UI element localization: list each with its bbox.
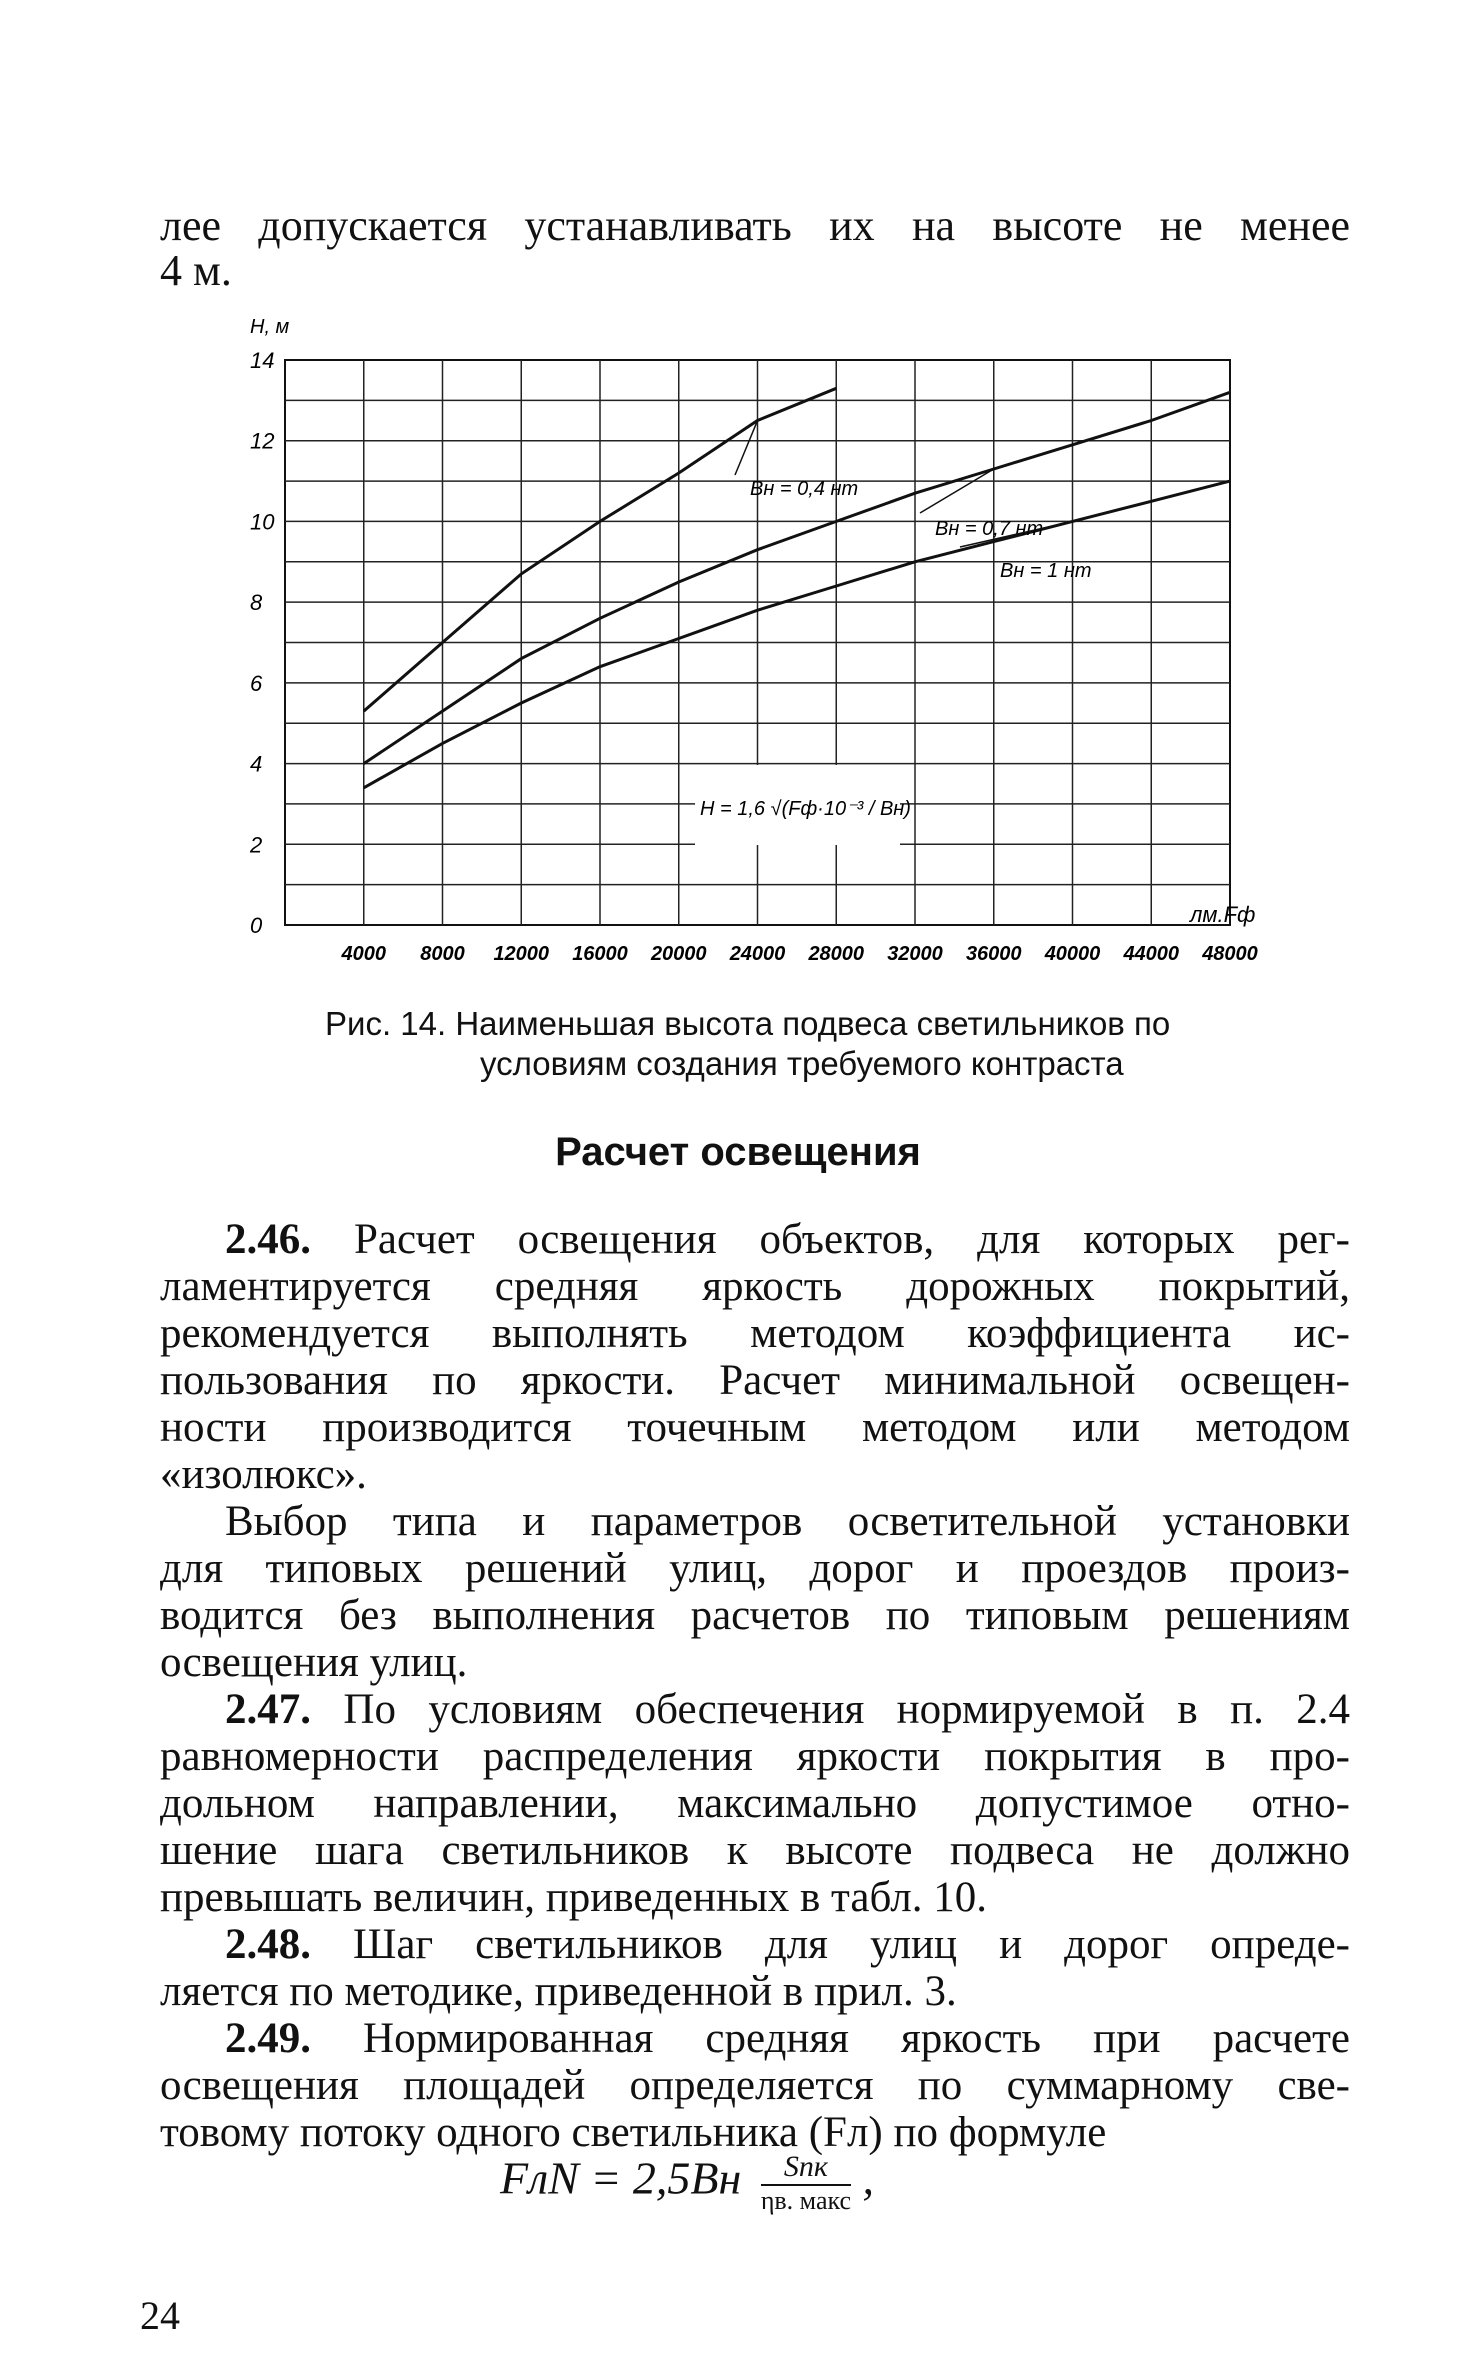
p249-line-1: освещения площадей определяется по суммарному све- (160, 2062, 1350, 2109)
p246-line-3: пользования по яркости. Расчет минимальной освещен- (160, 1357, 1350, 1404)
series-label: Вн = 0,7 нт (935, 518, 1044, 540)
p247-line-2: дольном направлении, максимально допустимое отно- (160, 1780, 1350, 1827)
p246-line-1: ламентируется средняя яркость дорожных покрытий, (160, 1263, 1350, 1310)
p248-line-0: 2.48. Шаг светильников для улиц и дорог опреде- (225, 1921, 1350, 1968)
y-tick-label: 10 (250, 509, 275, 535)
p246-line-4: ности производится точечным методом или методом (160, 1404, 1350, 1451)
chart-formula: Н = 1,6 √(Fф·10⁻³ / Вн) (700, 798, 911, 820)
y-tick-label: 2 (250, 832, 263, 858)
x-tick-label: 20000 (650, 943, 707, 965)
x-tick-label: 40000 (1044, 943, 1101, 965)
x-tick-label: 36000 (965, 943, 1022, 965)
p249-line-2: товому потоку одного светильника (Fл) по формуле (160, 2109, 1107, 2156)
height-chart (230, 315, 1290, 995)
y-axis-label: Н, м (250, 316, 290, 338)
series-label: Вн = 0,4 нт (750, 478, 859, 500)
formula-lhs: FлN = 2,5Bн (500, 2152, 742, 2204)
x-tick-label: 32000 (887, 943, 943, 965)
light-flux-formula (500, 2150, 874, 2216)
y-tick-label: 14 (250, 348, 275, 373)
pchoice-line-1: для типовых решений улиц, дорог и проездов произ- (160, 1545, 1350, 1592)
x-tick-label: 28000 (808, 943, 865, 965)
x-axis-label: лм.Fф (1190, 902, 1256, 927)
pchoice-line-3: освещения улиц. (160, 1639, 468, 1686)
x-tick-label: 48000 (1202, 943, 1258, 965)
y-tick-label: 0 (250, 913, 263, 938)
p246-number: 2.46. (225, 1216, 311, 1263)
series-leader (920, 469, 994, 513)
series-line (364, 392, 1230, 763)
p246-line-0: 2.46. Расчет освещения объектов, для которых рег- (225, 1216, 1351, 1263)
section-heading: Расчет освещения (555, 1130, 921, 1174)
p246-line-2: рекомендуется выполнять методом коэффициента ис- (160, 1310, 1350, 1357)
series-labels (735, 421, 1091, 582)
figure-caption-line-1: Рис. 14. Наименьшая высота подвеса светильников по (325, 1005, 1171, 1042)
p249-number: 2.49. (225, 2015, 311, 2062)
formula-numerator: Sпк (761, 2150, 851, 2186)
x-tick-label: 12000 (493, 943, 550, 965)
chart-series (364, 388, 1230, 788)
y-axis-ticks (249, 348, 275, 938)
x-tick-label: 16000 (572, 943, 628, 965)
pchoice-line-2: водится без выполнения расчетов по типовым решениям (160, 1592, 1350, 1639)
pchoice-line-0: Выбор типа и параметров осветительной установки (225, 1498, 1350, 1545)
intro-line-1: лее допускается устанавливать их на высоте не менее (160, 201, 1350, 250)
y-tick-label: 12 (250, 428, 275, 454)
formula-denominator: ηв. макс (760, 2186, 852, 2215)
p248-number: 2.48. (225, 1921, 311, 1968)
y-tick-label: 4 (250, 751, 263, 777)
p248-line-1: ляется по методике, приведенной в прил. 3. (160, 1968, 957, 2015)
p247-line-3: шение шага светильников к высоте подвеса не должно (160, 1827, 1350, 1874)
p246-line-5: «изолюкс». (160, 1451, 367, 1498)
x-tick-label: 24000 (729, 943, 786, 965)
intro-line-2: 4 м. (160, 246, 232, 295)
figure-caption-line-2: условиям создания требуемого контраста (480, 1045, 1124, 1082)
p247-line-1: равномерности распределения яркости покрытия в про- (160, 1733, 1350, 1780)
p249-line-0: 2.49. Нормированная средняя яркость при расчете (225, 2015, 1350, 2062)
p247-line-4: превышать величин, приведенных в табл. 10. (160, 1874, 987, 1921)
y-tick-label: 6 (250, 670, 263, 696)
formula-tail: , (862, 2152, 875, 2204)
x-tick-label: 4000 (341, 943, 386, 965)
x-tick-label: 8000 (420, 943, 465, 965)
page-number: 24 (140, 2293, 180, 2338)
series-label: Вн = 1 нт (1000, 560, 1092, 582)
p247-number: 2.47. (225, 1686, 311, 1733)
y-tick-label: 8 (250, 590, 263, 616)
series-line (364, 481, 1230, 788)
x-tick-label: 44000 (1123, 943, 1180, 965)
x-axis-ticks (341, 943, 1258, 965)
p247-line-0: 2.47. По условиям обеспечения нормируемой в п. 2.4 (225, 1686, 1350, 1733)
